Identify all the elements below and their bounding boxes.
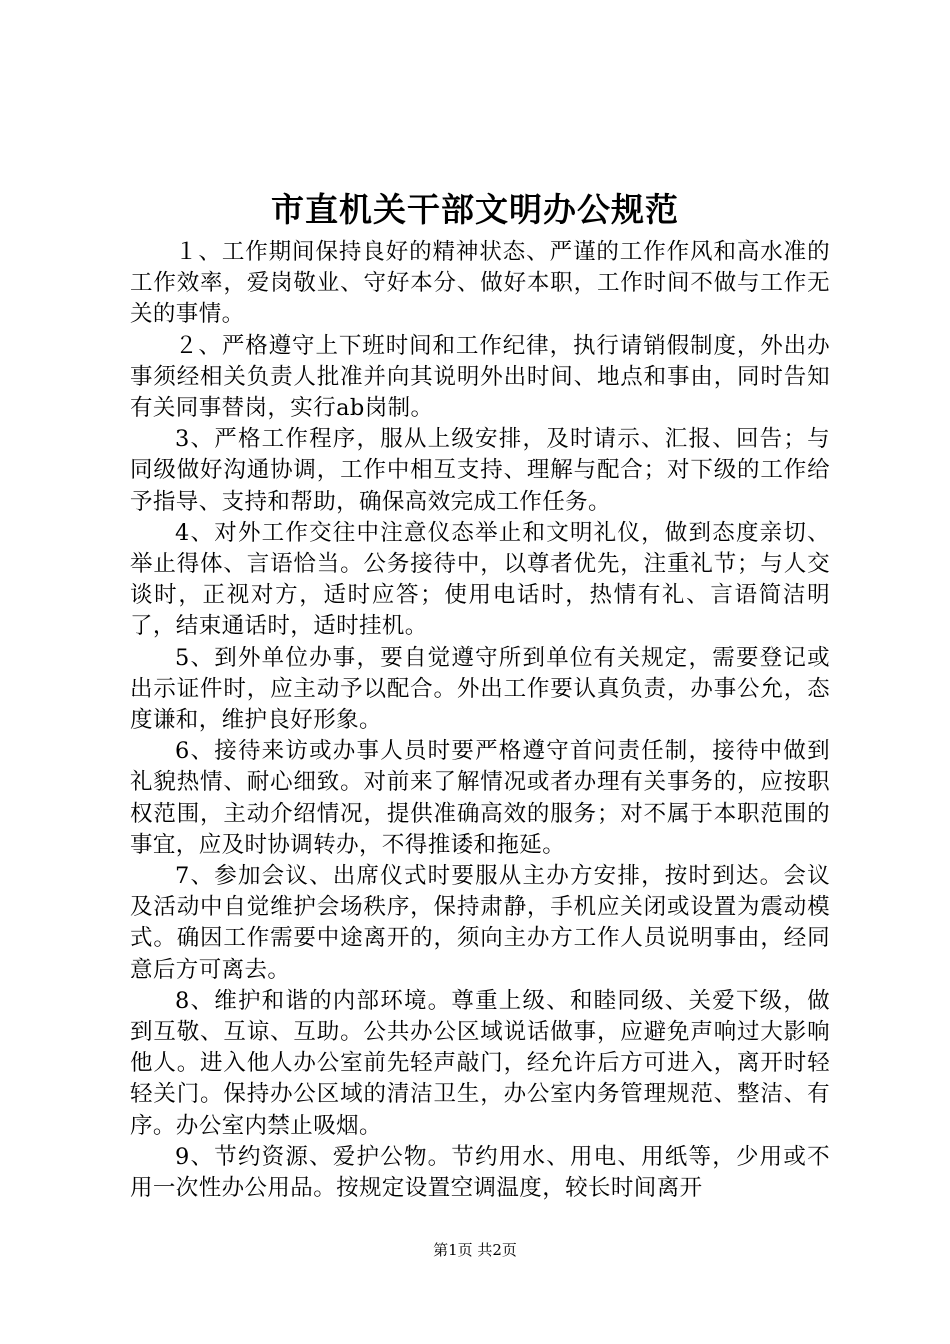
page-footer: 第1页 共2页 [433, 1241, 517, 1259]
paragraph-5: 5、到外单位办事，要自觉遵守所到单位有关规定，需要登记或出示证件时，应主动予以配合。外出工作要认真负责，办事公允，态度谦和，维护良好形象。 [130, 644, 830, 734]
paragraph-2: ２、严格遵守上下班时间和工作纪律，执行请销假制度，外出办事须经相关负责人批准并向其说明外出时间、地点和事由，同时告知有关同事替岗，实行ab岗制。 [130, 332, 830, 422]
paragraph-1: １、工作期间保持良好的精神状态、严谨的工作作风和高水准的工作效率，爱岗敬业、守好本分、做好本职，工作时间不做与工作无关的事情。 [130, 239, 830, 328]
paragraph-7: 7、参加会议、出席仪式时要服从主办方安排，按时到达。会议及活动中自觉维护会场秩序，保持肃静，手机应关闭或设置为震动模式。确因工作需要中途离开的，须向主办方工作人员说明事由，经同意后方可离去。 [130, 863, 830, 983]
document-title: 市直机关干部文明办公规范 [271, 190, 679, 229]
document-body [130, 237, 830, 1204]
paragraph-8: 8、维护和谐的内部环境。尊重上级、和睦同级、关爱下级，做到互敬、互谅、互助。公共办公区域说话做事，应避免声响过大影响他人。进入他人办公室前先轻声敲门，经允许后方可进入，离开时轻轻关门。保持办公区域的清洁卫生，办公室内务管理规范、整洁、有序。办公室内禁止吸烟。 [130, 987, 830, 1139]
paragraph-9: 9、节约资源、爱护公物。节约用水、用电、用纸等，少用或不用一次性办公用品。按规定设置空调温度，较长时间离开 [130, 1143, 830, 1202]
paragraph-3: 3、严格工作程序，服从上级安排，及时请示、汇报、回告；与同级做好沟通协调，工作中相互支持、理解与配合；对下级的工作给予指导、支持和帮助，确保高效完成工作任务。 [130, 426, 830, 515]
paragraph-6: 6、接待来访或办事人员时要严格遵守首问责任制，接待中做到礼貌热情、耐心细致。对前来了解情况或者办理有关事务的，应按职权范围，主动介绍情况，提供准确高效的服务；对不属于本职范围的事宜，应及时协调转办，不得推诿和拖延。 [130, 738, 830, 858]
paragraph-4: 4、对外工作交往中注意仪态举止和文明礼仪，做到态度亲切、举止得体、言语恰当。公务接待中，以尊者优先，注重礼节；与人交谈时，正视对方，适时应答；使用电话时，热情有礼、言语简洁明了，结束通话时，适时挂机。 [130, 519, 830, 640]
